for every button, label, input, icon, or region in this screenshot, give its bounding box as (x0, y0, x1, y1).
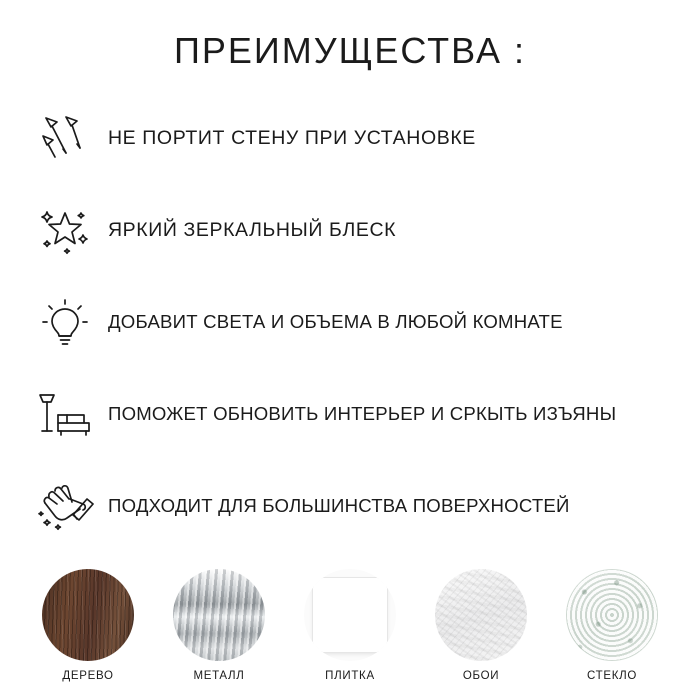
surface-swatches (0, 569, 700, 682)
list-item (429, 569, 533, 682)
cleaning-hand-icon (22, 470, 108, 542)
list-item-label: ДОБАВИТ СВЕТА И ОБЪЕМА В ЛЮБОЙ КОМНАТЕ (108, 311, 563, 332)
list-item (167, 569, 271, 682)
list-item-label: ПОДХОДИТ ДЛЯ БОЛЬШИНСТВА ПОВЕРХНОСТЕЙ (108, 495, 570, 516)
benefits-list (22, 92, 682, 552)
surface-swatch-wallpaper (435, 569, 527, 661)
nails-icon (22, 102, 108, 174)
list-item-label: ПОМОЖЕТ ОБНОВИТЬ ИНТЕРЬЕР И СРКЫТЬ ИЗЪЯНЫ (108, 403, 617, 424)
list-item (22, 92, 682, 184)
surface-label: ПЛИТКА (325, 670, 375, 682)
list-item (22, 184, 682, 276)
surface-swatch-glass (566, 569, 658, 661)
surface-label: МЕТАЛЛ (193, 670, 245, 682)
list-item-label: НЕ ПОРТИТ СТЕНУ ПРИ УСТАНОВКЕ (108, 126, 476, 149)
sparkle-star-icon (22, 194, 108, 266)
surface-label: ДЕРЕВО (62, 670, 114, 682)
surface-label: ОБОИ (462, 670, 500, 682)
list-item (298, 569, 402, 682)
surface-swatch-metal (173, 569, 265, 661)
list-item (22, 276, 682, 368)
surface-swatch-tile (304, 569, 396, 661)
surface-swatch-wood (42, 569, 134, 661)
sofa-lamp-icon (22, 378, 108, 450)
lightbulb-icon (22, 286, 108, 358)
list-item (22, 460, 682, 552)
surface-label: СТЕКЛО (586, 670, 637, 682)
page-title: ПРЕИМУЩЕСТВА : (173, 30, 527, 71)
list-item (36, 569, 140, 682)
list-item (560, 569, 664, 682)
list-item-label: ЯРКИЙ ЗЕРКАЛЬНЫЙ БЛЕСК (108, 218, 397, 241)
list-item (22, 368, 682, 460)
